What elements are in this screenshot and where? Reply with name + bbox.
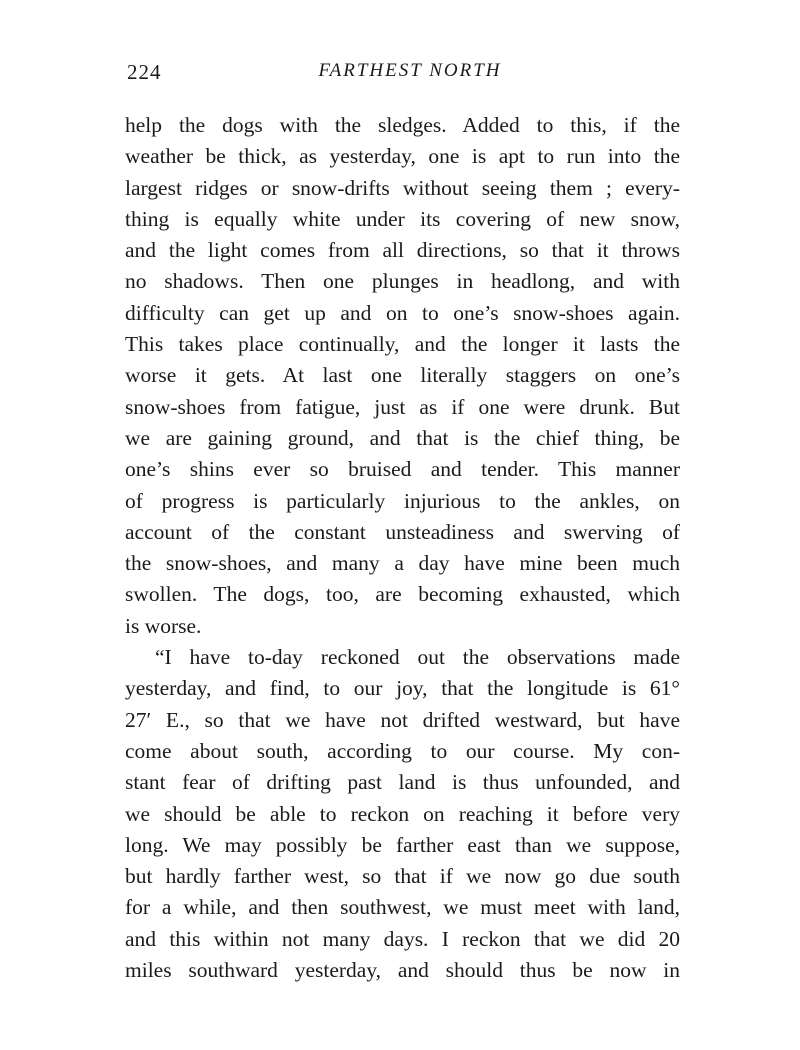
paragraph-first-line: “I have to-day reckoned out the observations made [155, 645, 680, 670]
text-line: for a while, and then southwest, we must meet with land, [125, 895, 680, 920]
running-title: FARTHEST NORTH [318, 60, 502, 81]
text-line: yesterday, and find, to our joy, that the longitude is 61° [125, 676, 680, 701]
text-line: miles southward yesterday, and should thus be now in [125, 958, 680, 983]
text-line: stant fear of drifting past land is thus unfounded, and [125, 770, 680, 795]
text-line: we are gaining ground, and that is the chief thing, be [125, 425, 680, 450]
text-line: no shadows. Then one plunges in headlong, and with [125, 269, 680, 294]
running-head [127, 60, 679, 88]
text-line: worse it gets. At last one literally staggers on one’s [125, 363, 680, 388]
page-number: 224 [127, 60, 162, 84]
text-line: come about south, according to our course. My con- [125, 738, 680, 763]
body-text [125, 110, 680, 986]
paragraph-last-line: is worse. [125, 613, 202, 638]
text-line: swollen. The dogs, too, are becoming exhausted, which [125, 582, 680, 607]
text-line: This takes place continually, and the longer it lasts the [125, 332, 680, 357]
text-line: the snow-shoes, and many a day have mine been much [125, 551, 680, 576]
text-line: and this within not many days. I reckon that we did 20 [125, 926, 680, 951]
text-line: difficulty can get up and on to one’s snow-shoes again. [125, 300, 680, 325]
text-line: of progress is particularly injurious to the ankles, on [125, 488, 680, 513]
text-line: help the dogs with the sledges. Added to this, if the [125, 113, 680, 137]
text-line: 27′ E., so that we have not drifted westward, but have [125, 707, 680, 732]
text-line: long. We may possibly be farther east than we suppose, [125, 832, 680, 857]
text-line: but hardly farther west, so that if we now go due south [125, 864, 680, 889]
text-line: we should be able to reckon on reaching it before very [125, 801, 680, 826]
text-line: largest ridges or snow-drifts without seeing them ; every- [125, 175, 680, 200]
text-line: and the light comes from all directions, so that it throws [125, 238, 680, 263]
text-line: snow-shoes from fatigue, just as if one were drunk. But [125, 394, 680, 419]
text-line: one’s shins ever so bruised and tender. This manner [125, 457, 680, 482]
text-line: weather be thick, as yesterday, one is apt to run into the [125, 144, 680, 169]
text-line: account of the constant unsteadiness and swerving of [125, 519, 680, 544]
text-line: thing is equally white under its covering of new snow, [125, 206, 680, 231]
